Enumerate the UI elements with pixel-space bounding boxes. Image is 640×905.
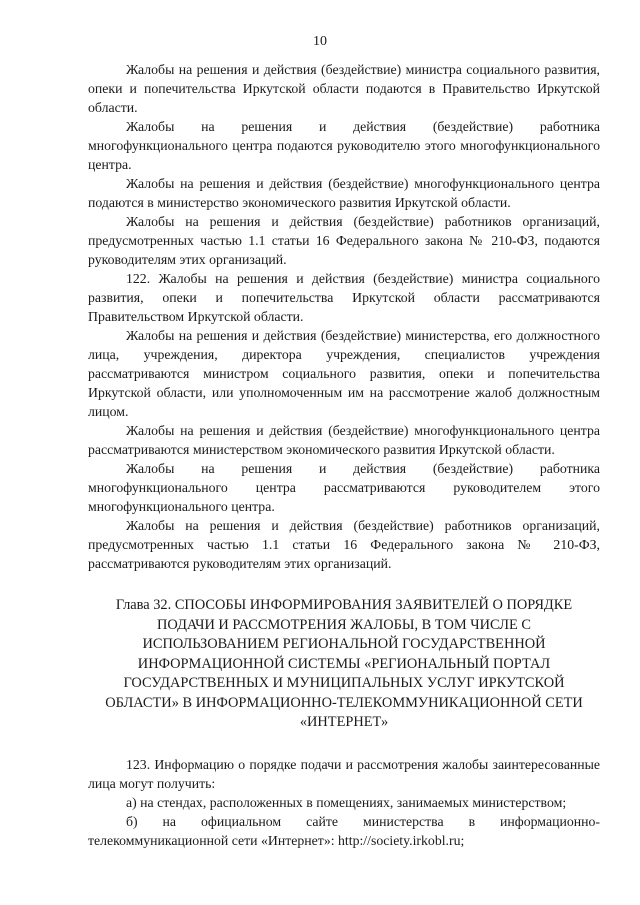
paragraph: Жалобы на решения и действия (бездействие) министра социального развития, опеки и попечительства Иркутской области подаются в Правительство Иркутской области. (88, 62, 600, 115)
page-number: 10 (313, 34, 327, 49)
paragraph: 122. Жалобы на решения и действия (бездействие) министра социального развития, опеки и попечительства Иркутской области рассматриваются Правительством Иркутской области. (88, 271, 600, 324)
paragraph: Жалобы на решения и действия (бездействие) министерства, его должностного лица, учреждения, директора учреждения, специалистов учреждения рассматриваются министром социального развития, опеки и попечительства Иркутской области, или уполномоченным им на рассмотрение жалоб должностным лицом. (88, 328, 600, 419)
paragraph: 123. Информацию о порядке подачи и рассмотрения жалобы заинтересованные лица могут получить: (88, 756, 600, 791)
chapter-title: Глава 32. СПОСОБЫ ИНФОРМИРОВАНИЯ ЗАЯВИТЕЛЕЙ О ПОРЯДКЕ ПОДАЧИ И РАССМОТРЕНИЯ ЖАЛОБЫ, В ТОМ ЧИСЛЕ С ИСПОЛЬЗОВАНИЕМ РЕГИОНАЛЬНОЙ ГОСУДАРСТВЕННОЙ ИНФОРМАЦИОННОЙ СИСТЕМЫ «РЕГИОНАЛЬНЫЙ ПОРТАЛ ГОСУДАРСТВЕННЫХ И МУНИЦИПАЛЬНЫХ УСЛУГ ИРКУТСКОЙ ОБЛАСТИ» В ИНФОРМАЦИОННО-ТЕЛЕКОММУНИКАЦИОННОЙ СЕТИ «ИНТЕРНЕТ» (105, 597, 583, 730)
paragraph: Жалобы на решения и действия (бездействие) многофункционального центра рассматриваются министерством экономического развития Иркутской области. (88, 423, 600, 457)
paragraph: а) на стендах, расположенных в помещениях, занимаемых министерством; (126, 794, 567, 810)
paragraph: Жалобы на решения и действия (бездействие) работников организаций, предусмотренных частью 1.1 статьи 16 Федерального закона № 210-ФЗ, подаются руководителям этих организаций. (88, 214, 600, 267)
paragraph: Жалобы на решения и действия (бездействие) многофункционального центра подаются в министерство экономического развития Иркутской области. (88, 176, 600, 210)
paragraph: Жалобы на решения и действия (бездействие) работника многофункционального центра рассматриваются руководителем этого многофункционального центра. (88, 461, 600, 514)
document-body (88, 60, 600, 850)
paragraph: Жалобы на решения и действия (бездействие) работника многофункционального центра подаются руководителю этого многофункционального центра. (88, 119, 600, 172)
paragraph: Жалобы на решения и действия (бездействие) работников организаций, предусмотренных частью 1.1 статьи 16 Федерального закона № 210-ФЗ, рассматриваются руководителям этих организаций. (88, 518, 600, 571)
paragraph: б) на официальном сайте министерства в информационно-телекоммуникационной сети «Интернет»: http://society.irkobl.ru; (88, 813, 600, 848)
